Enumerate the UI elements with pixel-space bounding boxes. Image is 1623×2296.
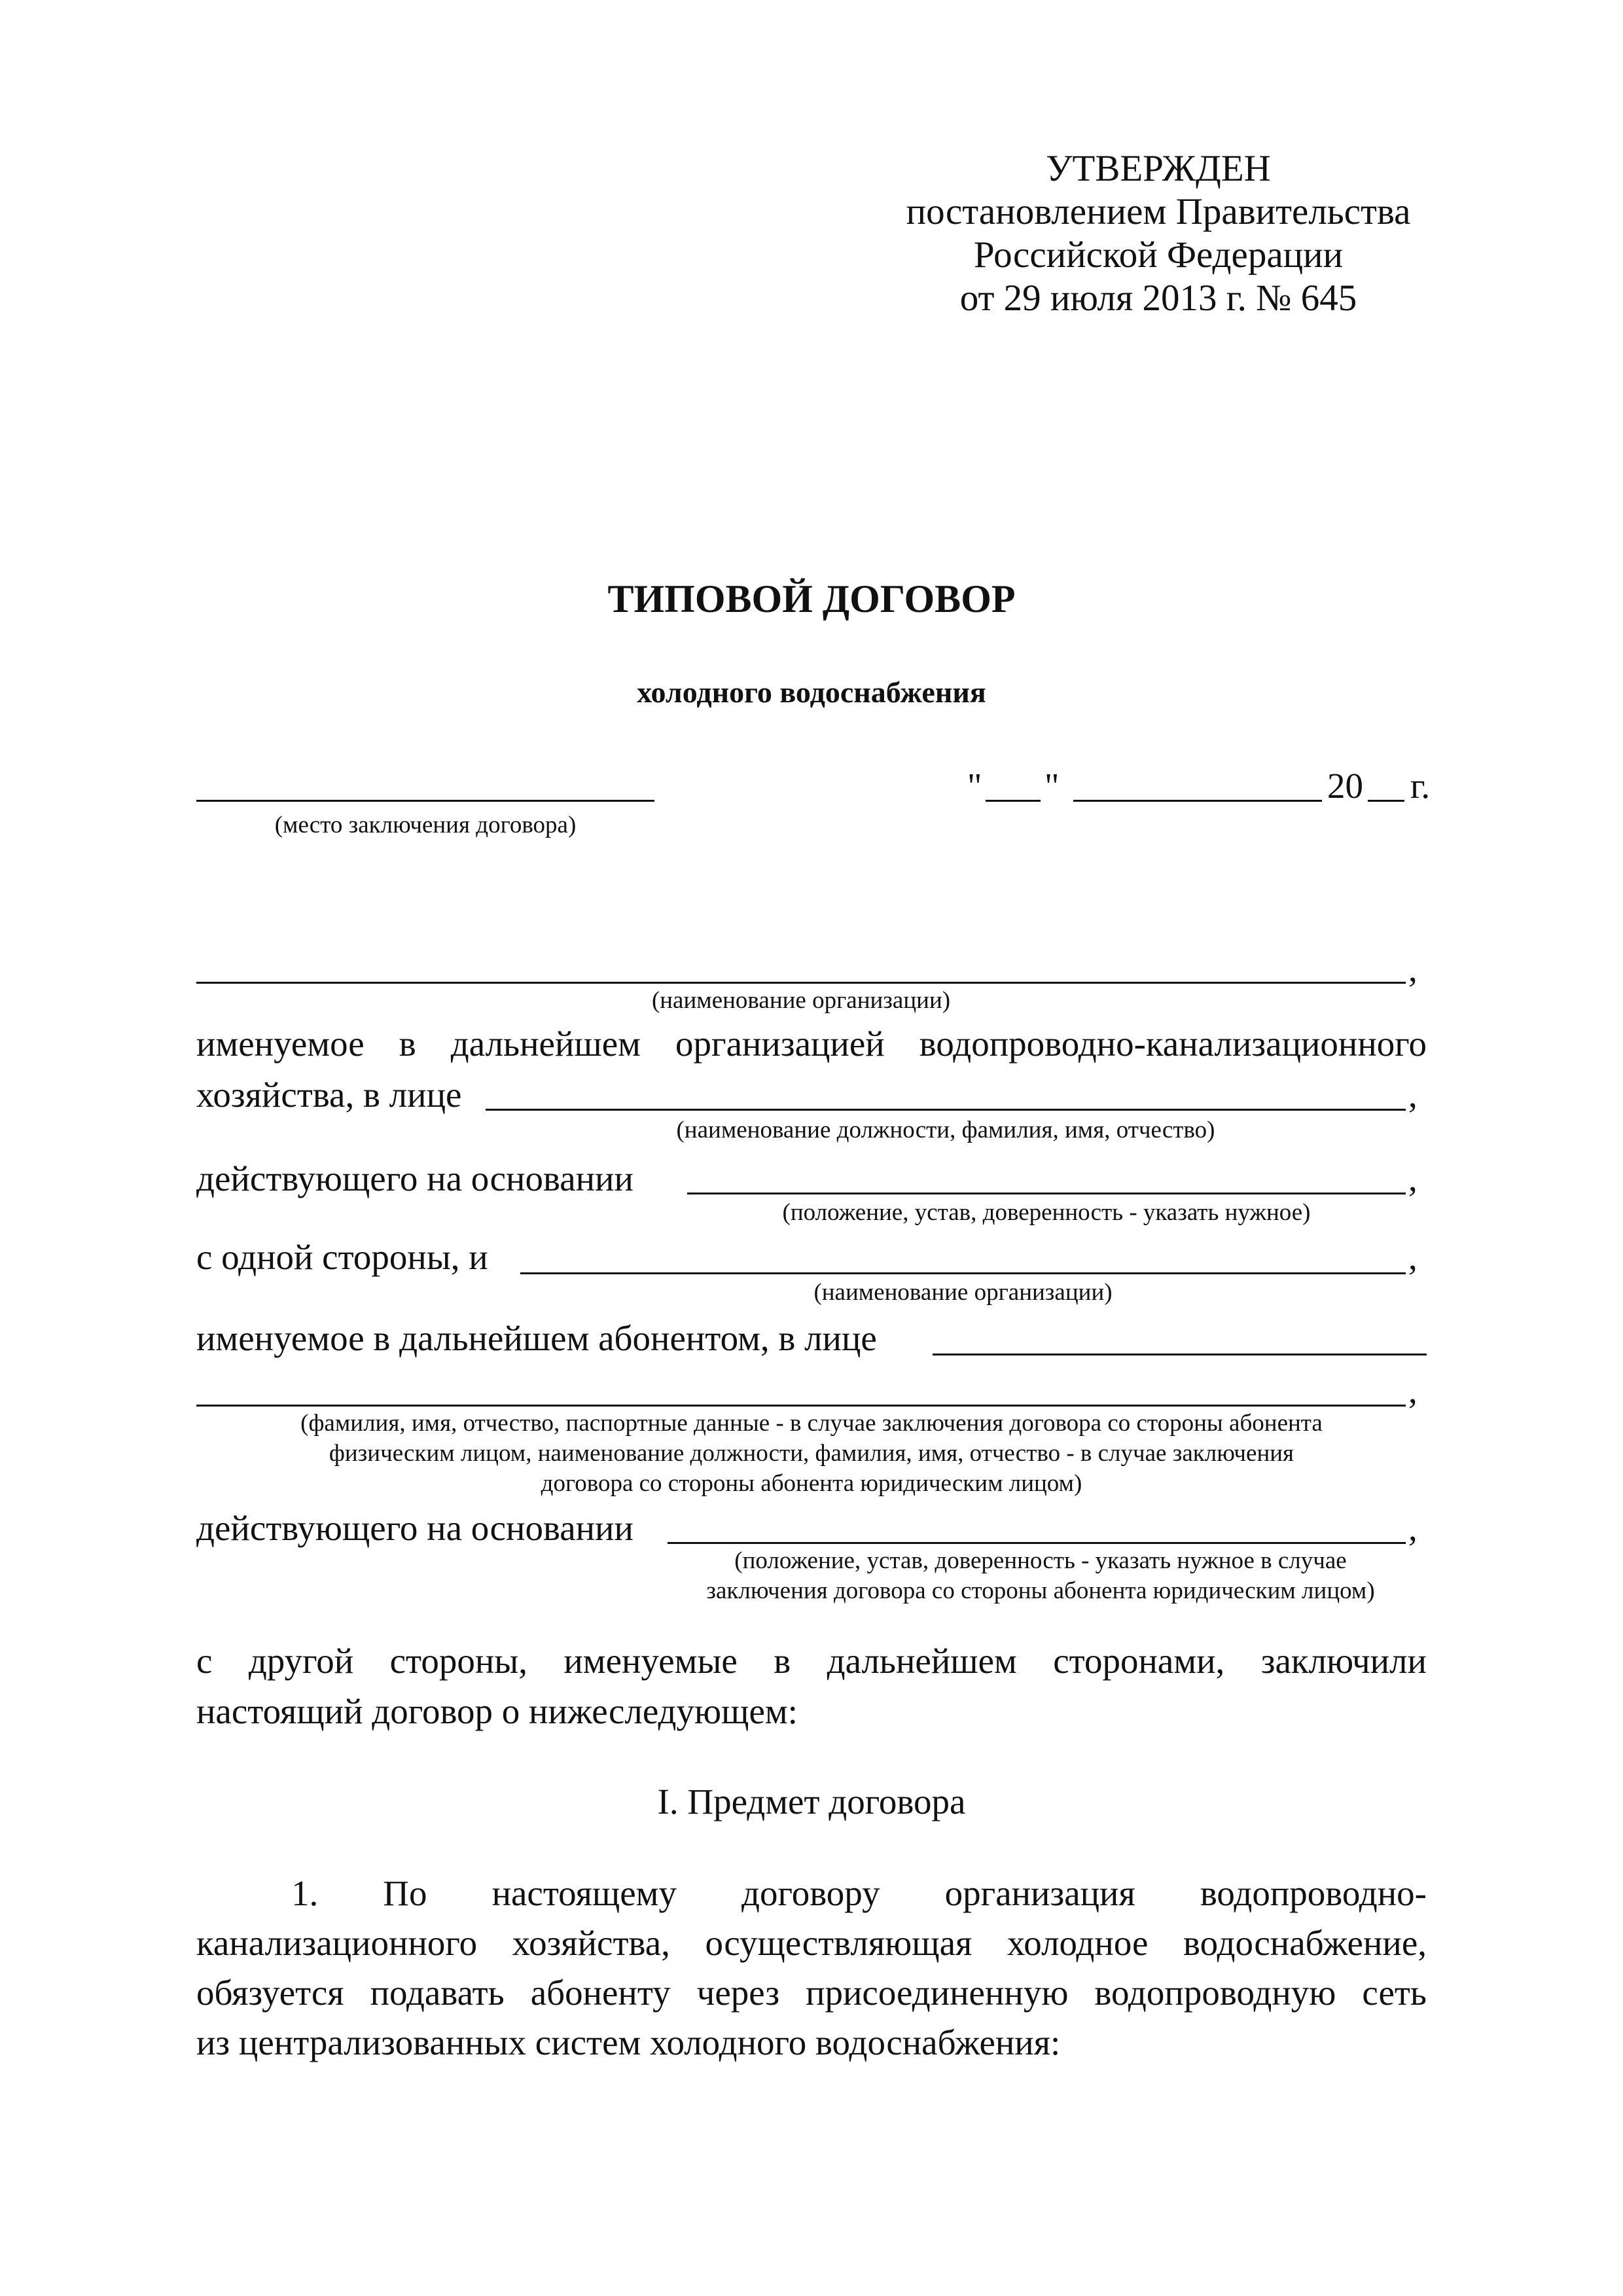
paragraph-1-line: из централизованных систем холодного водоснабжения: [196,2022,1061,2062]
subscriber-blank-line[interactable] [933,1354,1427,1355]
other-side-text: с другой стороны, именуемые в дальнейшем сторонами, заключили [196,1641,1427,1681]
named-org-text: именуемое в дальнейшем организацией водопроводно-канализационного [196,1024,1427,1064]
approval-date-number: от 29 июля 2013 г. № 645 [959,278,1357,319]
one-side-label: с одной стороны, и [196,1237,488,1277]
section-heading: I. Предмет договора [657,1782,966,1821]
date-quote-open: " [967,766,982,806]
document-title: ТИПОВОЙ ДОГОВОР [607,577,1016,620]
basis2-caption [654,1546,1427,1606]
comma: , [1408,1075,1418,1115]
subscriber-details-blank-line[interactable] [196,1405,1406,1407]
year-suffix: г. [1410,766,1431,806]
basis2-caption-line: заключения договора со стороны абонента юридическим лицом) [706,1577,1375,1604]
person-caption: (наименование должности, фамилия, имя, отчество) [676,1117,1215,1143]
paragraph-1-line: 1. По настоящему договору организация водопроводно- [291,1873,1427,1913]
subscriber-caption-line: (фамилия, имя, отчество, паспортные данные - в случае заключения договора со стороны абонента [300,1410,1323,1437]
subscriber-caption [196,1408,1427,1499]
basis-blank-line[interactable] [687,1193,1406,1194]
date-quote-close: " [1044,766,1060,806]
org1-caption: (наименование организации) [651,987,951,1014]
paragraph-1-line: обязуется подавать абоненту через присоединенную водопроводную сеть [196,1973,1427,2013]
day-blank-line[interactable] [986,800,1041,802]
comma: , [1408,1508,1418,1548]
approval-stamp [877,147,1440,320]
year-prefix: 20 [1327,766,1363,806]
basis2-blank-line[interactable] [668,1542,1406,1544]
approval-country: Российской Федерации [973,234,1344,276]
comma: , [1408,1158,1418,1198]
person-blank-line[interactable] [486,1109,1406,1111]
basis2-caption-line: (положение, устав, доверенность - указать нужное в случае [734,1547,1347,1574]
approval-title: УТВЕРЖДЕН [1046,148,1271,189]
org2-caption: (наименование организации) [813,1279,1113,1306]
org2-blank-line[interactable] [520,1272,1406,1274]
place-blank-line[interactable] [196,800,654,802]
basis-label: действующего на основании [196,1158,633,1198]
comma: , [1408,949,1418,989]
other-side-text-continued: настоящий договор о нижеследующем: [196,1691,798,1731]
subscriber-label: именуемое в дальнейшем абонентом, в лице [196,1318,877,1358]
paragraph-1-line: канализационного хозяйства, осуществляющая холодное водоснабжение, [196,1923,1427,1963]
comma: , [1408,1371,1418,1410]
person-label: хозяйства, в лице [196,1075,462,1115]
org1-blank-line[interactable] [196,982,1406,984]
subscriber-caption-line: договора со стороны абонента юридическим лицом) [541,1470,1082,1497]
month-blank-line[interactable] [1073,800,1322,802]
comma: , [1408,1237,1418,1277]
basis2-label: действующего на основании [196,1508,633,1548]
year-blank-line[interactable] [1368,800,1404,802]
subscriber-caption-line: физическим лицом, наименование должности, фамилия, имя, отчество - в случае заключения [329,1440,1294,1467]
document-subtitle: холодного водоснабжения [637,675,986,709]
place-caption: (место заключения договора) [274,812,577,838]
approval-decree: постановлением Правительства [906,191,1411,232]
basis-caption: (положение, устав, доверенность - указать нужное) [782,1199,1311,1226]
